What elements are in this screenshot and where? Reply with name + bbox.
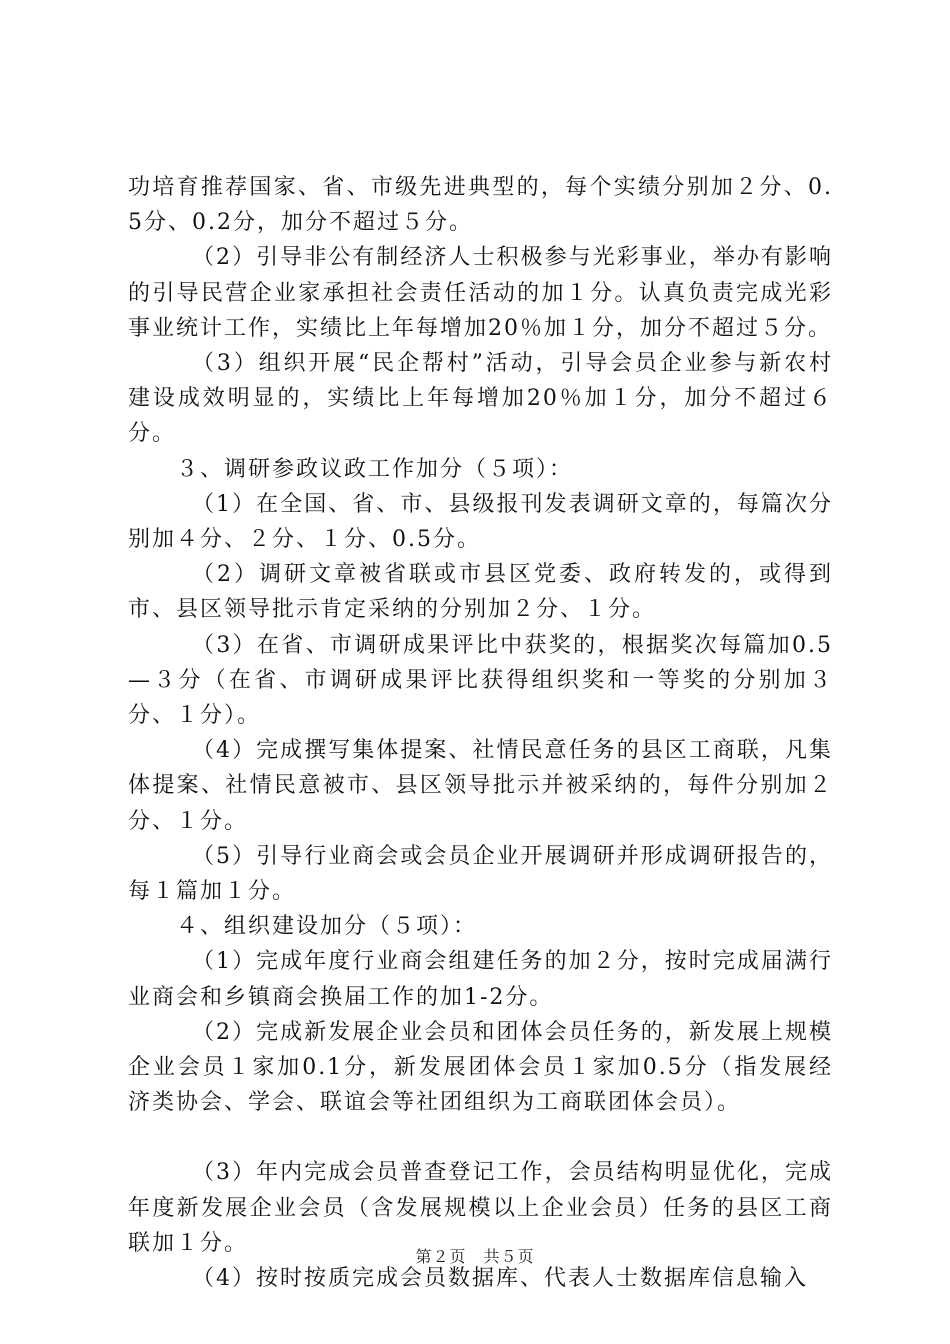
section-heading-4: ４、组织建设加分（５项）： [176,914,478,940]
paragraph-item-4-3: （3）年内完成会员普查登记工作，会员结构明显优化，完成年度新发展企业会员（含发展规模以上企业会员）任务的县区工商联加１分。 [128,1160,833,1256]
paragraph-item-4-4: （4）按时按质完成会员数据库、代表人士数据库信息输入 [192,1266,808,1292]
paragraph-item-3-4: （4）完成撰写集体提案、社情民意任务的县区工商联，凡集体提案、社情民意被市、县区领导批示并被采纳的，每件分别加２分、１分。 [128,738,833,834]
document-body [128,170,833,1296]
page-number-footer: 第２页 共５页 [415,1247,535,1266]
paragraph-item-3-2: （2）调研文章被省联或市县区党委、政府转发的，或得到市、县区领导批示肯定采纳的分别加２分、１分。 [128,562,833,623]
paragraph-item-4-1: （1）完成年度行业商会组建任务的加２分，按时完成届满行业商会和乡镇商会换届工作的加1-2分。 [128,949,833,1010]
paragraph-item-3-5: （5）引导行业商会或会员企业开展调研并形成调研报告的，每１篇加１分。 [128,843,833,905]
section-heading-3: ３、调研参政议政工作加分（５项）： [176,456,574,482]
paragraph-item-2-3: （3）组织开展“民企帮村”活动，引导会员企业参与新农村建设成效明显的，实绩比上年每增加20％加１分，加分不超过６分。 [128,351,833,447]
paragraph-item-3-1: （1）在全国、省、市、县级报刊发表调研文章的，每篇次分别加４分、２分、１分、0.5分。 [128,491,833,553]
paragraph-continuation: 功培育推荐国家、省、市级先进典型的，每个实绩分别加２分、0.5分、0.2分，加分不超过５分。 [128,175,833,236]
paragraph-item-3-3: （3）在省、市调研成果评比中获奖的，根据奖次每篇加0.5—３分（在省、市调研成果评比获得组织奖和一等奖的分别加３分、１分）。 [128,632,833,729]
paragraph-item-2-2: （2）引导非公有制经济人士积极参与光彩事业，举办有影响的引导民营企业家承担社会责任活动的加１分。认真负责完成光彩事业统计工作，实绩比上年每增加20％加１分，加分不超过５分。 [128,245,833,341]
paragraph-item-4-2: （2）完成新发展企业会员和团体会员任务的，新发展上规模企业会员１家加0.1分，新发展团体会员１家加0.5分（指发展经济类协会、学会、联谊会等社团组织为工商联团体会员）。 [128,1019,833,1116]
